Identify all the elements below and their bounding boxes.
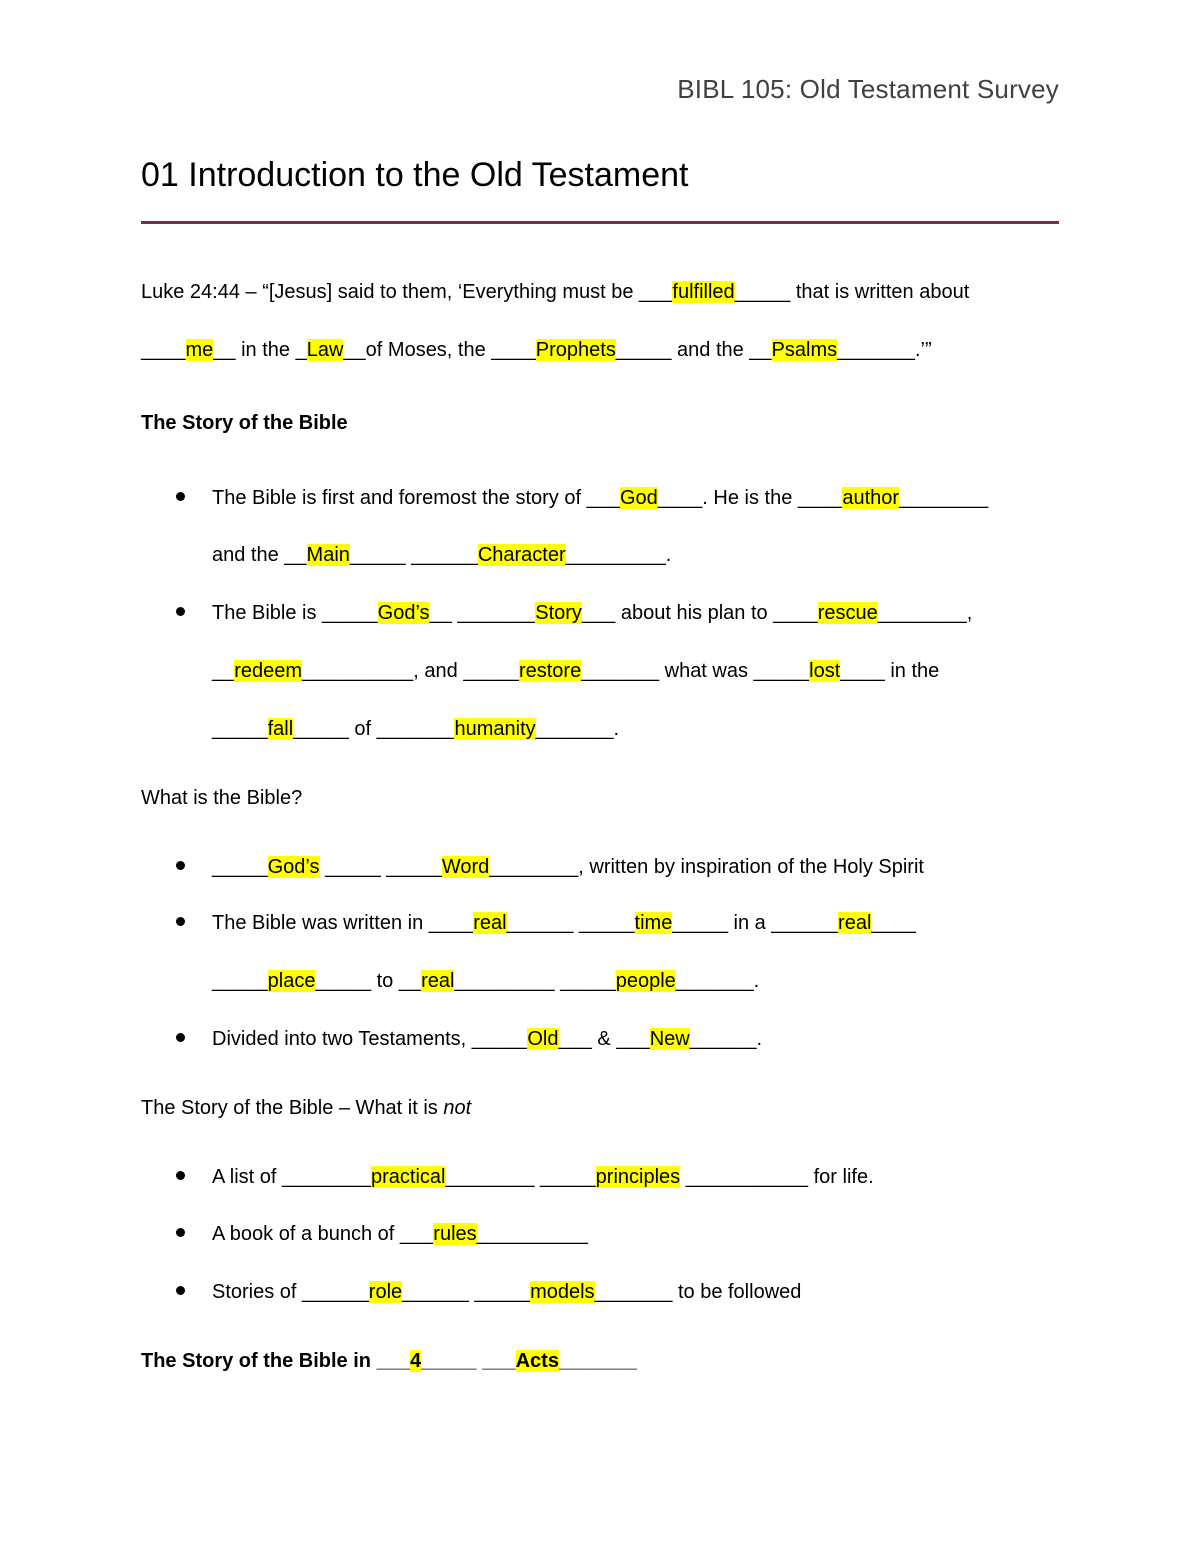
text: __of Moses, the ____ [343,339,536,361]
what-bullet-1 [212,854,924,880]
bullet-dot [176,607,185,616]
bullet-dot [176,1171,185,1180]
answer-practical: practical [371,1166,446,1188]
not-bullet-1 [212,1164,874,1190]
answer-old: Old [527,1028,559,1050]
text: ______. [689,1028,763,1050]
text: _______. [675,970,760,992]
answer-real-3: real [421,970,455,992]
answer-me: me [185,339,214,361]
text: _______ what was _____ [581,660,810,682]
text: ____ in the [840,660,940,682]
text: A book of a bunch of ___ [212,1223,434,1245]
text: _____ of _______ [293,718,455,740]
text: The Story of the Bible – What it is [141,1097,444,1119]
answer-people: people [615,970,676,992]
text: ____ [871,912,916,934]
text: _____ _____ [319,856,442,878]
text: _____ ______ [349,544,478,566]
text: _____ and the __ [615,339,772,361]
text: The Bible is first and foremost the story of ___ [212,487,620,509]
what-bullet-3 [212,1026,762,1052]
answer-law: Law [306,339,344,361]
text: _______. [535,718,620,740]
not-bullet-3 [212,1279,801,1305]
text: ___ & ___ [558,1028,650,1050]
answer-new: New [649,1028,690,1050]
answer-lost: lost [809,660,841,682]
answer-4: 4 [409,1350,422,1372]
bullet-dot [176,1033,185,1042]
text: ____. He is the ____ [657,487,843,509]
text: _____ [212,970,268,992]
section-heading-what: What is the Bible? [141,787,303,809]
text: The Bible is _____ [212,602,378,624]
answer-rescue: rescue [817,602,878,624]
text: __________, and _____ [302,660,519,682]
bullet-dot [176,1228,185,1237]
text: _______ to be followed [594,1281,802,1303]
answer-restore: restore [518,660,582,682]
text: _______.’” [837,339,932,361]
answer-story: Story [535,602,582,624]
text: The Story of the Bible in ___ [141,1350,410,1372]
text: ________, written by inspiration of the Holy Spirit [489,856,924,878]
emphasis-not: not [443,1097,472,1119]
answer-principles: principles [595,1166,681,1188]
answer-author: author [842,487,900,509]
text: Luke 24:44 – “[Jesus] said to them, ‘Everything must be ___ [141,281,673,303]
answer-fulfilled: fulfilled [672,281,735,303]
bullet-dot [176,861,185,870]
answer-place: place [267,970,316,992]
title-divider [141,221,1059,224]
story-bullet-2-line-2 [212,658,939,684]
answer-gods: God’s [377,602,430,624]
text: ___________ for life. [680,1166,874,1188]
what-bullet-2-line-2 [212,968,759,994]
answer-real-2: real [838,912,872,934]
text: __ in the _ [213,339,307,361]
answer-models: models [530,1281,595,1303]
text: _________. [565,544,672,566]
luke-verse-line-1 [141,279,969,305]
section-heading-story: The Story of the Bible [141,412,348,434]
answer-prophets: Prophets [535,339,616,361]
answer-redeem: redeem [234,660,303,682]
text: _________ _____ [454,970,616,992]
text: Stories of ______ [212,1281,369,1303]
text: ____ [141,339,186,361]
story-bullet-2-line-3 [212,716,619,742]
course-header: BIBL 105: Old Testament Survey [677,74,1059,104]
text: _____ ___ [421,1350,516,1372]
story-bullet-1-line-1 [212,485,988,511]
text: ________ _____ [445,1166,596,1188]
bullet-dot [176,492,185,501]
text: A list of ________ [212,1166,372,1188]
section-heading-acts [141,1348,637,1374]
bullet-dot [176,1286,185,1295]
luke-verse-line-2 [141,337,932,363]
text: The Bible was written in ____ [212,912,474,934]
answer-humanity: humanity [454,718,536,740]
bullet-dot [176,917,185,926]
text: ________ [899,487,989,509]
text: __ _______ [429,602,536,624]
answer-role: role [368,1281,403,1303]
text: ________, [877,602,973,624]
answer-main: Main [306,544,350,566]
text: _____ in a ______ [672,912,839,934]
not-bullet-2 [212,1221,588,1247]
text: _____ [212,718,268,740]
page-title: 01 Introduction to the Old Testament [141,156,689,194]
text: _____ [212,856,268,878]
text: Divided into two Testaments, _____ [212,1028,528,1050]
story-bullet-2-line-1 [212,600,972,626]
answer-word: Word [441,856,490,878]
text: _____ to __ [315,970,422,992]
answer-psalms: Psalms [771,339,838,361]
text: ___ about his plan to ____ [581,602,818,624]
answer-god: God [619,487,658,509]
text: __________ [476,1223,588,1245]
section-heading-not [141,1095,471,1121]
answer-time: time [634,912,673,934]
answer-acts: Acts [515,1350,559,1372]
text: __ [212,660,235,682]
story-bullet-1-line-2 [212,542,671,568]
text: ______ _____ [506,912,635,934]
answer-fall: fall [267,718,294,740]
answer-rules: rules [433,1223,477,1245]
text: _______ [558,1350,637,1372]
answer-gods-word-1: God’s [267,856,320,878]
answer-real-1: real [473,912,507,934]
text: and the __ [212,544,307,566]
answer-character: Character [477,544,566,566]
text: ______ _____ [402,1281,531,1303]
what-bullet-2-line-1 [212,910,916,936]
text: _____ that is written about [734,281,970,303]
